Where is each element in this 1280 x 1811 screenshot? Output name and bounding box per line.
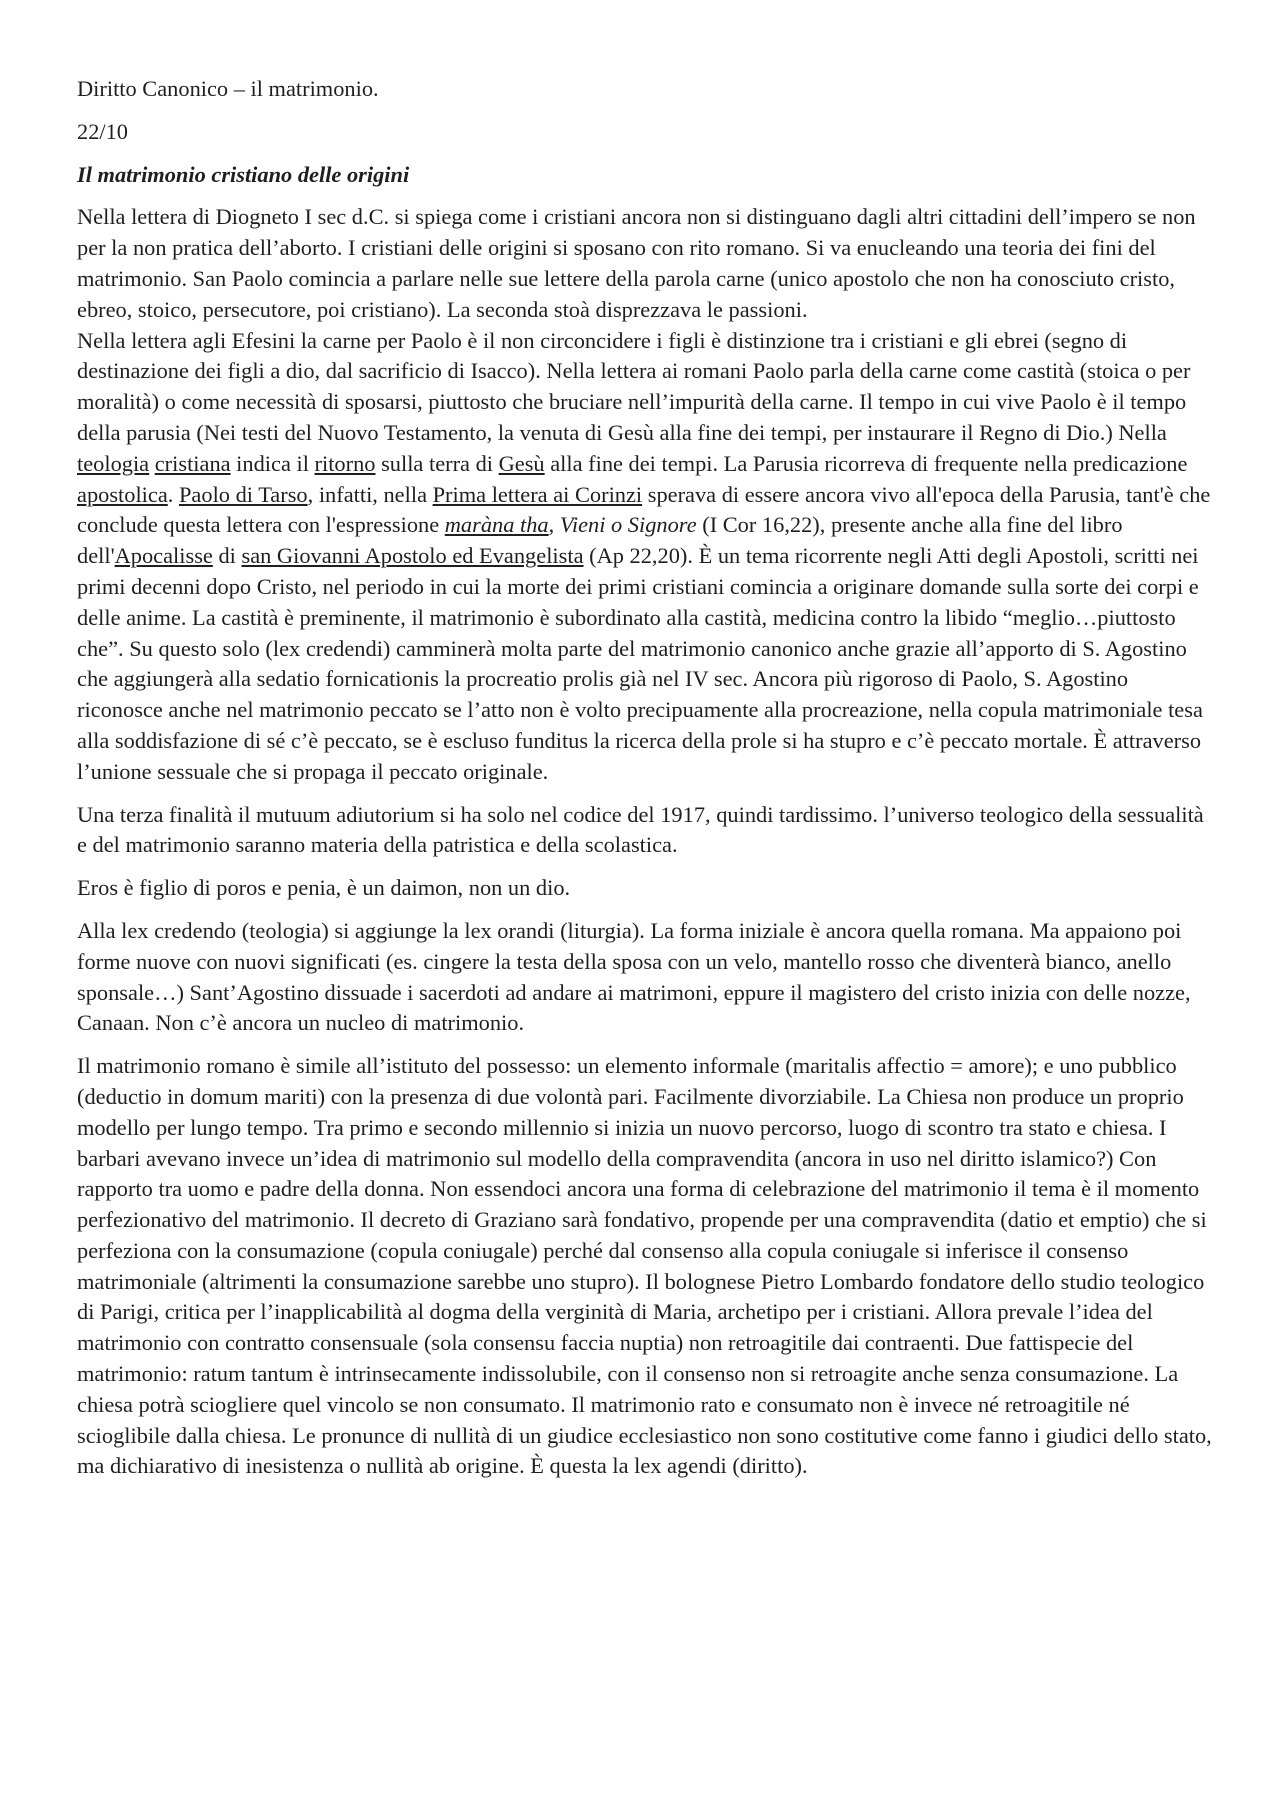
link-apocalisse[interactable]: Apocalisse [114, 543, 213, 569]
document-page [77, 74, 1217, 1494]
text-run: indica il [230, 450, 315, 476]
text-run: di [212, 543, 242, 569]
text-run: (I Cor 16,22), presente anche alla fine del libro dell' [77, 512, 1123, 569]
paragraph-efesini [77, 326, 1217, 788]
link-apostolica[interactable]: apostolica [77, 481, 168, 507]
italic-vieni-o-signore: Vieni o Signore [559, 512, 697, 538]
link-cristiana[interactable]: cristiana [154, 450, 231, 476]
text-run: alla fine dei tempi. La Parusia ricorreva di frequente nella predicazione [544, 450, 1188, 476]
text-run: Nella lettera agli Efesini la carne per Paolo è il non circoncidere i figli è distinzione tra i cristiani e gli ebrei (segno di destinazione dei figli a dio, dal sacrificio di Isacco). Nella lettera ai romani Paolo parla della carne come castità (stoica o per moralità) o come necessità di sposarsi, piuttosto che bruciare nell’impurità della carne. Il tempo in cui vive Paolo è il tempo della parusia (Nei testi del Nuovo Testamento, la venuta di Gesù alla fine dei tempi, per instaurare il Regno di Dio.) Nella [77, 327, 1191, 445]
text-run: sperava di essere ancora vivo all'epoca della Parusia, tant'è che conclude questa lettera con l'espressione [77, 481, 1211, 538]
text-run: sulla terra di [375, 450, 499, 476]
paragraph-diogneto: Nella lettera di Diogneto I sec d.C. si spiega come i cristiani ancora non si distinguano dagli altri cittadini dell’impero se non per la non pratica dell’aborto. I cristiani delle origini si sposano con rito romano. Si va enucleando una teoria dei fini del matrimonio. San Paolo comincia a parlare nelle sue lettere della parola carne (unico apostolo che non ha conosciuto cristo, ebreo, stoico, persecutore, poi cristiano). La seconda stoà disprezzava le passioni. [77, 204, 1196, 322]
text-run: , [548, 512, 560, 538]
document-title: Diritto Canonico – il matrimonio. [77, 76, 379, 101]
paragraph-eros: Eros è figlio di poros e penia, è un daimon, non un dio. [77, 875, 571, 901]
paragraph-lex-orandi: Alla lex credendo (teologia) si aggiunge la lex orandi (liturgia). La forma iniziale è ancora quella romana. Ma appaiono poi forme nuove con nuovi significati (es. cingere la testa della sposa con un velo, mantello rosso che diventerà bianco, anello sponsale…) Sant’Agostino dissuade i sacerdoti ad andare ai matrimoni, eppure il magistero del cristo inizia con delle nozze, Canaan. Non c’è ancora un nucleo di matrimonio. [77, 917, 1191, 1036]
link-prima-lettera-corinzi[interactable]: Prima lettera ai Corinzi [432, 481, 643, 507]
link-san-giovanni[interactable]: san Giovanni Apostolo ed Evangelista [241, 543, 584, 569]
link-gesu[interactable]: Gesù [498, 450, 545, 476]
link-marana-tha[interactable]: marànа tha [444, 512, 549, 538]
text-run: (Ap 22,20). È un tema ricorrente negli Atti degli Apostoli, scritti nei primi decenni dopo Cristo, nel periodo in cui la morte dei primi cristiani comincia a originare domande sulla sorte dei corpi e delle anime. La castità è preminente, il matrimonio è subordinato alla castità, medicina contro la libido “meglio…piuttosto che”. Su questo solo (lex credendi) camminerà molta parte del matrimonio canonico anche grazie all’apporto di S. Agostino che aggiungerà alla sedatio fornicationis la procreatio prolis già nel IV sec. Ancora più rigoroso di Paolo, S. Agostino riconosce anche nel matrimonio peccato se l’atto non è volto precipuamente alla procreazione, nella copula matrimoniale tesa alla soddisfazione di sé c’è peccato, se è escluso funditus la ricerca della prole si ha stupro e c’è peccato mortale. È attraverso l’unione sessuale che si propaga il peccato originale. [77, 543, 1203, 784]
section-heading: Il matrimonio cristiano delle origini [77, 161, 410, 187]
link-paolo-di-tarso[interactable]: Paolo di Tarso [178, 481, 308, 507]
link-teologia[interactable]: teologia [77, 450, 150, 476]
text-run: . [167, 481, 179, 507]
link-ritorno[interactable]: ritorno [314, 450, 376, 476]
text-run: , infatti, nella [307, 481, 433, 507]
document-date: 22/10 [77, 118, 129, 144]
paragraph-mutuum-adiutorium: Una terza finalità il mutuum adiutorium si ha solo nel codice del 1917, quindi tardissimo. l’universo teologico della sessualità e del matrimonio saranno materia della patristica e della scolastica. [77, 801, 1204, 858]
paragraph-matrimonio-romano: Il matrimonio romano è simile all’istituto del possesso: un elemento informale (maritalis affectio = amore); e uno pubblico (deductio in domum mariti) con la presenza di due volontà pari. Facilmente divorziabile. La Chiesa non produce un proprio modello per lungo tempo. Tra primo e secondo millennio si inizia un nuovo percorso, luogo di scontro tra stato e chiesa. I barbari avevano invece un’idea di matrimonio sul modello della compravendita (ancora in uso nel diritto islamico?) Con rapporto tra uomo e padre della donna. Non essendoci ancora una forma di celebrazione del matrimonio il tema è il momento perfezionativo del matrimonio. Il decreto di Graziano sarà fondativo, propende per una compravendita (datio et emptio) che si perfeziona con la consumazione (copula coniugale) perché dal consenso alla copula coniugale si inferisce il consenso matrimoniale (altrimenti la consumazione sarebbe uno stupro). Il bolognese Pietro Lombardo fondatore dello studio teologico di Parigi, critica per l’inapplicabilità al dogma della verginità di Maria, archetipo per i cristiani. Allora prevale l’idea del matrimonio con contratto consensuale (sola consensu faccia nuptia) non retroagitile dai contraenti. Due fattispecie del matrimonio: ratum tantum è intrinsecamente indissolubile, con il consenso non si retroagite anche senza consumazione. La chiesa potrà sciogliere quel vincolo se non consumato. Il matrimonio rato e consumato non è invece né retroagitile né scioglibile dalla chiesa. Le pronunce di nullità di un giudice ecclesiastico non sono costitutive come fanno i giudici dello stato, ma dichiarativo di inesistenza o nullità ab origine. È questa la lex agendi (diritto). [77, 1053, 1212, 1479]
